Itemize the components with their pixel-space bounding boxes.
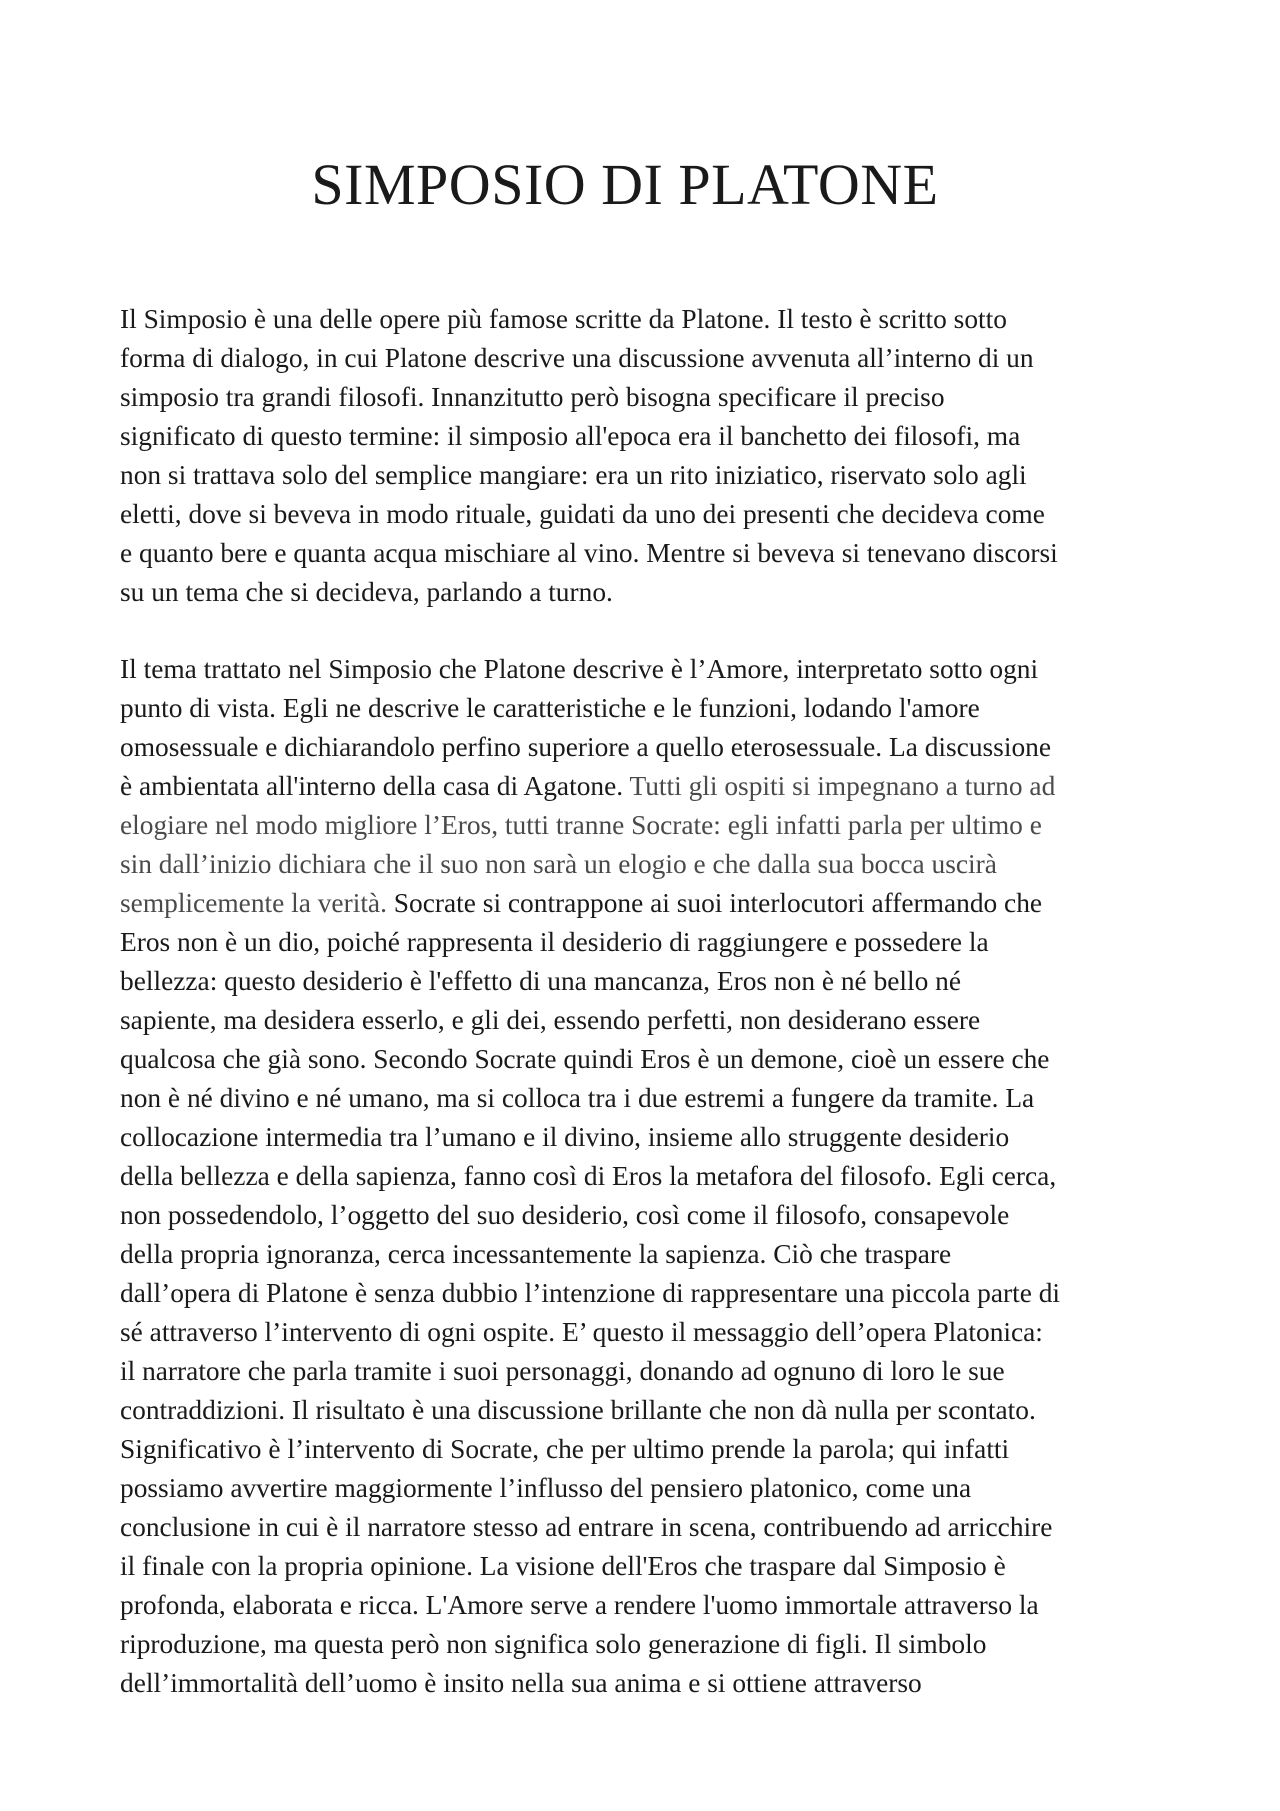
paragraph-intro [120,300,1170,612]
text-line: sin dall’inizio dichiara che il suo non sarà un elogio e che dalla sua bocca uscirà [120,849,997,879]
text-line: Eros non è un dio, poiché rappresenta il desiderio di raggiungere e possedere la [120,927,989,957]
text-line: riproduzione, ma questa però non significa solo generazione di figli. Il simbolo [120,1629,987,1659]
text-line [120,767,1170,806]
text-line: dell’immortalità dell’uomo è insito nella sua anima e si ottiene attraverso [120,1668,922,1698]
text-line: punto di vista. Egli ne descrive le caratteristiche e le funzioni, lodando l'amore [120,693,980,723]
paragraph-theme [120,650,1170,1703]
text-line: forma di dialogo, in cui Platone descrive una discussione avvenuta all’interno di un [120,343,1034,373]
text-line: conclusione in cui è il narratore stesso ad entrare in scena, contribuendo ad arricchire [120,1512,1053,1542]
text-line: omosessuale e dichiarandolo perfino superiore a quello eterosessuale. La discussione [120,732,1051,762]
text-line: della propria ignoranza, cerca incessantemente la sapienza. Ciò che traspare [120,1239,952,1269]
text-line: contraddizioni. Il risultato è una discussione brillante che non dà nulla per scontato. [120,1395,1036,1425]
text-segment: Socrate si contrappone ai suoi interlocutori affermando che [386,888,1043,918]
text-line: qualcosa che già sono. Secondo Socrate quindi Eros è un demone, cioè un essere che [120,1044,1050,1074]
text-line: significato di questo termine: il simposio all'epoca era il banchetto dei filosofi, ma [120,421,1021,451]
text-line: Significativo è l’intervento di Socrate, che per ultimo prende la parola; qui infatti [120,1434,1010,1464]
text-line: bellezza: questo desiderio è l'effetto di una mancanza, Eros non è né bello né [120,966,962,996]
text-line: collocazione intermedia tra l’umano e il divino, insieme allo struggente desiderio [120,1122,1010,1152]
text-line: simposio tra grandi filosofi. Innanzitutto però bisogna specificare il preciso [120,382,945,412]
text-line: dall’opera di Platone è senza dubbio l’intenzione di rappresentare una piccola parte di [120,1278,1061,1308]
text-line: non è né divino e né umano, ma si colloca tra i due estremi a fungere da tramite. La [120,1083,1035,1113]
text-line: non si trattava solo del semplice mangiare: era un rito iniziatico, riservato solo agli [120,460,1027,490]
text-line: elogiare nel modo migliore l’Eros, tutti tranne Socrate: egli infatti parla per ultimo e [120,810,1042,840]
text-line: Il Simposio è una delle opere più famose scritte da Platone. Il testo è scritto sotto [120,304,1007,334]
text-line: possiamo avvertire maggiormente l’influsso del pensiero platonico, come una [120,1473,972,1503]
text-line: su un tema che si decideva, parlando a turno. [120,577,613,607]
text-line: sé attraverso l’intervento di ogni ospite. E’ questo il messaggio dell’opera Platonica: [120,1317,1043,1347]
text-segment: è ambientata all'interno della casa di Agatone. [120,771,624,801]
text-line: della bellezza e della sapienza, fanno così di Eros la metafora del filosofo. Egli cerca, [120,1161,1057,1191]
text-segment-quoted: semplicemente la verità. [120,888,387,918]
text-line: profonda, elaborata e ricca. L'Amore serve a rendere l'uomo immortale attraverso la [120,1590,1039,1620]
text-line: non possedendolo, l’oggetto del suo desiderio, così come il filosofo, consapevole [120,1200,1010,1230]
text-line: eletti, dove si beveva in modo rituale, guidati da uno dei presenti che decideva come [120,499,1045,529]
text-segment-quoted: Tutti gli ospiti si impegnano a turno ad [623,771,1056,801]
text-line: il narratore che parla tramite i suoi personaggi, donando ad ognuno di loro le sue [120,1356,1005,1386]
text-line: e quanto bere e quanta acqua mischiare al vino. Mentre si beveva si tenevano discorsi [120,538,1058,568]
text-line: sapiente, ma desidera esserlo, e gli dei, essendo perfetti, non desiderano essere [120,1005,981,1035]
page-title: SIMPOSIO DI PLATONE [311,152,939,217]
text-line: il finale con la propria opinione. La visione dell'Eros che traspare dal Simposio è [120,1551,1006,1581]
text-line [120,884,1170,923]
text-line: Il tema trattato nel Simposio che Platone descrive è l’Amore, interpretato sotto ogni [120,654,1039,684]
